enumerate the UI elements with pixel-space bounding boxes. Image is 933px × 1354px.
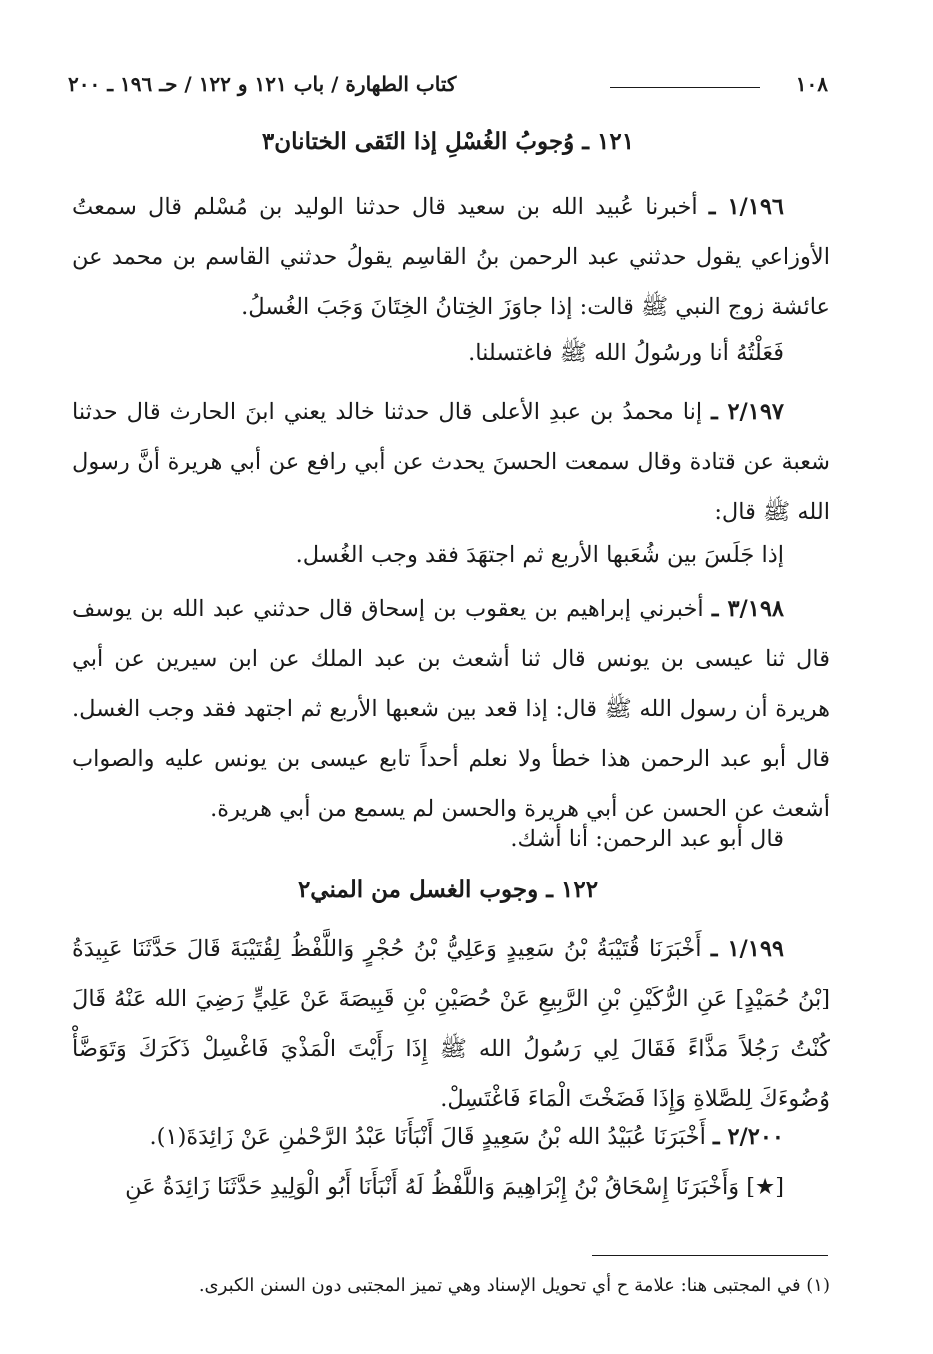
running-title: كتاب الطهارة / باب ١٢١ و ١٢٢ / حـ ١٩٦ ـ ٢٠٠ <box>68 72 457 96</box>
hadith-text: أخبرنا عُبيد الله بن سعيد قال حدثنا الوليد بن مُسْلم قال سمعتُ الأوزاعي يقول حدثني عبد الرحمن بنُ القاسِم يقولُ حدثني القاسم بن محمد عن عائشة زوج النبي ﷺ قالت: إذا جاوَزَ الخِتانُ الخِتَانَ وَجَبَ الغُسلُ. <box>72 194 830 320</box>
hadith-number: ٢/١٩٧ ـ <box>711 399 784 425</box>
hadith-text: أَخْبَرَنَا عُبَيْدُ الله بْنُ سَعِيدٍ قَالَ أَنْبَأَنَا عَبْدُ الرَّحْمٰنِ عَنْ زَائِدَةَ(١). <box>149 1124 706 1150</box>
chapter-heading-122: ١٢٢ ـ وجوب الغسل من المني٢ <box>297 876 599 903</box>
hadith-text: أخبرني إبراهيم بن يعقوب بن إسحاق قال حدثني عبد الله بن يوسف قال ثنا عيسى بن يونس قال ثنا أشعث بن عبد الملك عن ابن سيرين عن أبي هريرة أن رسول الله ﷺ قال: إذا قعد بين شعبها الأربع ثم اجتهد فقد وجب الغسل. قال أبو عبد الرحمن هذا خطأ ولا نعلم أحداً تابع عيسى بن يونس عليه والصواب أشعث عن الحسن عن أبي هريرة والحسن لم يسمع من أبي هريرة. <box>72 596 830 822</box>
hadith-200-star: [★] وَأَخْبَرَنَا إِسْحَاقُ بْنُ إِبْرَاهِيمَ وَاللَّفْظُ لَهُ أَنْبَأَنَا أَبُو الْوَلِيدِ حَدَّثَنَا زَائِدَةُ عَنِ <box>125 1174 784 1200</box>
chapter-heading-121: ١٢١ ـ وُجوبُ الغُسْلِ إذا التَقى الختانان٣ <box>261 128 635 155</box>
page-number: ١٠٨ <box>795 72 828 96</box>
running-header <box>68 72 828 102</box>
hadith-199 <box>72 924 830 1124</box>
hadith-200 <box>72 1112 830 1162</box>
footnote: (١) في المجتبى هنا: علامة ح أي تحويل الإسناد وهي تميز المجتبى دون السنن الكبرى. <box>198 1275 830 1296</box>
hadith-number: ١/١٩٦ ـ <box>708 194 784 220</box>
hadith-197-quote: إذا جَلَسَ بين شُعَبها الأربع ثم اجتهَدَ فقد وجب الغُسل. <box>295 542 784 568</box>
hadith-text: إنا محمدُ بن عبدِ الأعلى قال حدثنا خالد يعني ابنَ الحارث قال حدثنا شعبة عن قتادة وقال سمعت الحسنَ يحدث عن أبي رافع عن أبي هريرة أنَّ رسول الله ﷺ قال: <box>72 399 830 525</box>
hadith-197 <box>72 387 830 537</box>
hadith-196 <box>72 182 830 332</box>
hadith-number: ٣/١٩٨ ـ <box>711 596 784 622</box>
footnote-rule <box>592 1255 828 1256</box>
hadith-198 <box>72 584 830 834</box>
hadith-number: ٢/٢٠٠ ـ <box>713 1124 784 1150</box>
hadith-196-follow: فَعَلْتُهُ أنا ورسُولُ الله ﷺ فاغتسلنا. <box>468 340 784 366</box>
header-rule <box>610 87 760 88</box>
hadith-number: ١/١٩٩ ـ <box>710 936 784 962</box>
hadith-text: أَخْبَرَنَا قُتَيْبَةُ بْنُ سَعِيدٍ وَعَلِيُّ بْنُ حُجْرٍ وَاللَّفْظُ لِقُتَيْبَةَ قَالَ حَدَّثَنَا عَبِيدَةُ [بْنُ حُمَيْدٍ] عَنِ الرُّكَيْنِ بْنِ الرَّبِيعِ عَنْ حُصَيْنِ بْنِ قَبِيصَةَ عَنْ عَلِيٍّ رَضِيَ الله عَنْهُ قَالَ كُنْتُ رَجُلاً مَذَّاءً فَقَالَ لِي رَسُولُ الله ﷺ إِذَا رَأَيْتَ الْمَذْيَ فَاغْسِلْ ذَكَرَكَ وَتَوَضَّأْ وُضُوءَكَ لِلصَّلاةِ وَإِذَا فَضَخْتَ الْمَاءَ فَاغْتَسِلْ. <box>72 936 830 1112</box>
hadith-198-follow: قال أبو عبد الرحمن: أنا أشك. <box>510 826 784 852</box>
